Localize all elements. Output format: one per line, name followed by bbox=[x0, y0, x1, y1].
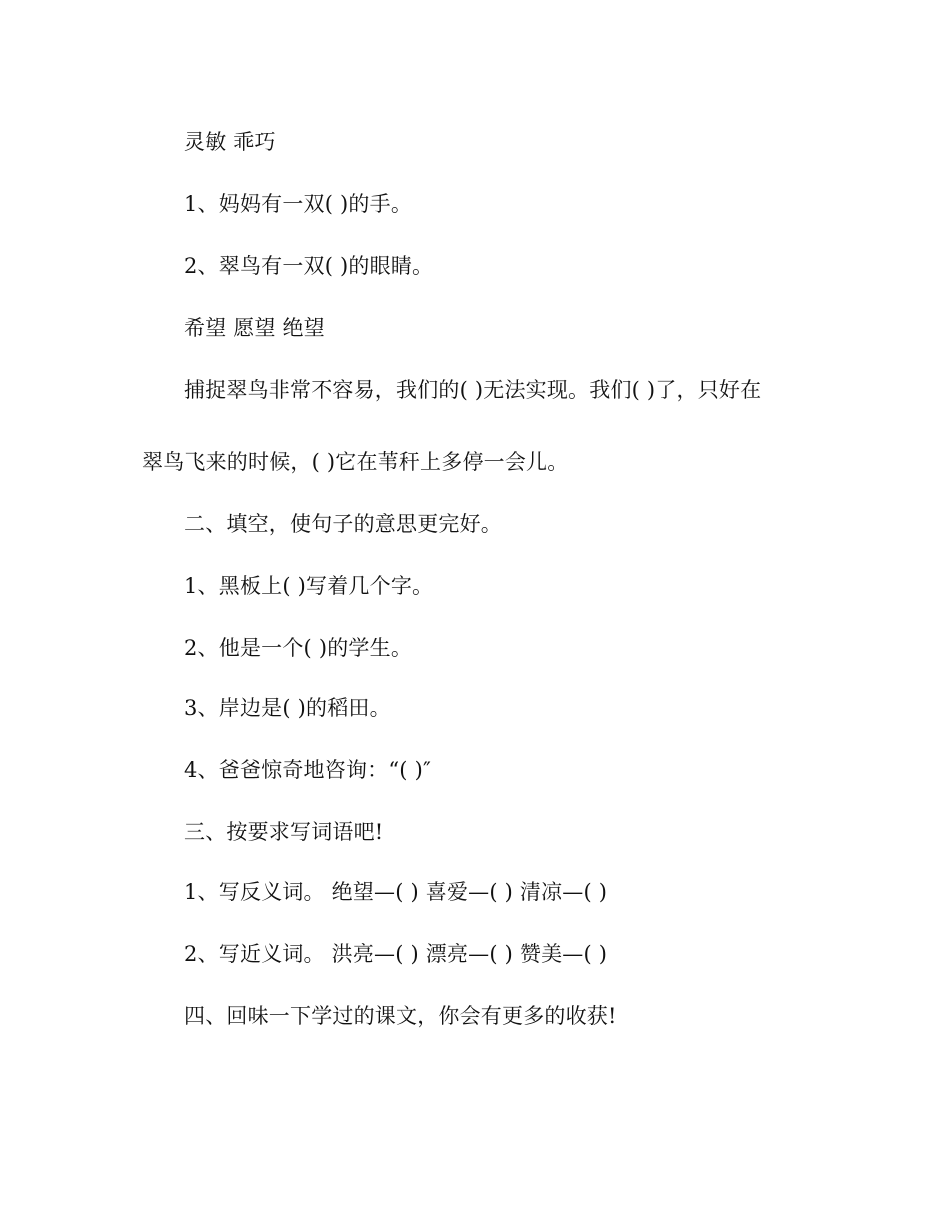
section2-item-1: 1、黑板上( )写着几个字。 bbox=[184, 574, 434, 598]
fill-item-2: 2、翠鸟有一双( )的眼睛。 bbox=[184, 254, 434, 278]
synonyms-item: 2、写近义词。 洪亮—( ) 漂亮—( ) 赞美—( ) bbox=[184, 942, 608, 966]
section2-item-2: 2、他是一个( )的学生。 bbox=[184, 636, 413, 660]
section-heading-4: 四、回味一下学过的课文，你会有更多的收获! bbox=[184, 1004, 617, 1028]
word-choices-2: 希望 愿望 绝望 bbox=[184, 316, 325, 340]
section2-item-3: 3、岸边是( )的稻田。 bbox=[184, 696, 391, 720]
section2-item-4: 4、爸爸惊奇地咨询：“( )″ bbox=[184, 758, 432, 782]
word-choices-1: 灵敏 乖巧 bbox=[184, 130, 276, 154]
fill-item-1: 1、妈妈有一双( )的手。 bbox=[184, 192, 413, 216]
paragraph-line-1: 捕捉翠鸟非常不容易，我们的( )无法实现。我们( )了，只好在 bbox=[184, 378, 762, 402]
section-heading-2: 二、填空，使句子的意思更完好。 bbox=[184, 512, 502, 536]
paragraph-line-2: 翠鸟飞来的时候，( )它在苇秆上多停一会儿。 bbox=[142, 450, 569, 474]
section-heading-3: 三、按要求写词语吧! bbox=[184, 820, 384, 844]
antonyms-item: 1、写反义词。 绝望—( ) 喜爱—( ) 清凉—( ) bbox=[184, 880, 608, 904]
